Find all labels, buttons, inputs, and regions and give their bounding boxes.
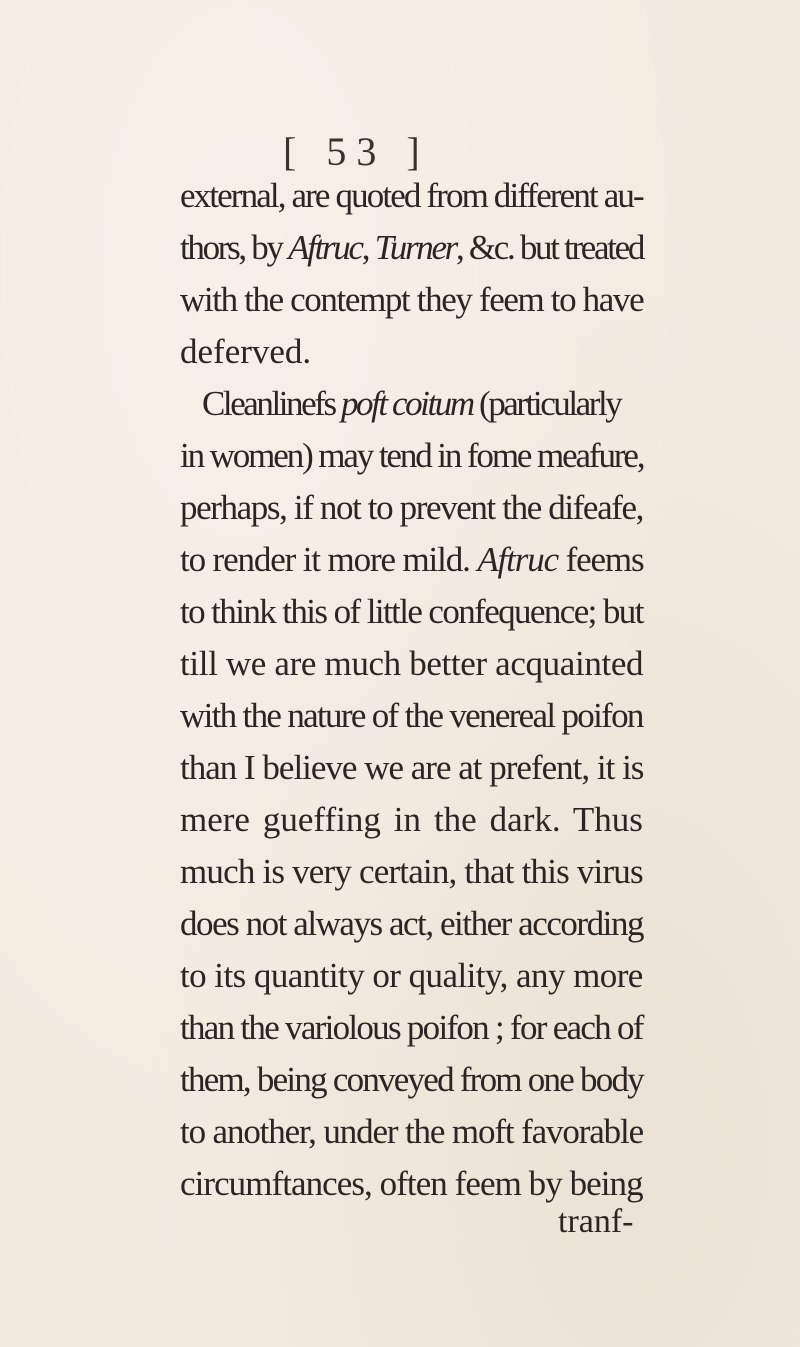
text-line: [180, 800, 643, 840]
text-line: [180, 696, 643, 736]
page-number: [ 53 ]: [283, 129, 430, 174]
text-line: [180, 852, 643, 892]
text-line: [180, 1164, 643, 1204]
italic-text: poft coitum: [340, 384, 473, 423]
text-segment: external, are quoted from different au-: [180, 176, 643, 215]
text-line: [180, 436, 643, 476]
text-line: [180, 904, 643, 944]
text-segment: with the contempt they feem to have: [180, 280, 644, 319]
italic-text: Turner: [374, 228, 456, 267]
text-segment: feems: [557, 540, 644, 579]
text-line: [180, 332, 311, 372]
text-segment: to its quantity or quality, any more: [180, 956, 643, 995]
text-segment: deferved.: [180, 332, 312, 371]
text-segment: thors, by: [180, 228, 289, 267]
text-segment: does not always act, either according: [180, 904, 644, 943]
text-segment: much is very certain, that this virus: [180, 852, 643, 891]
italic-text: Aftruc: [288, 228, 362, 267]
text-line: [180, 956, 643, 996]
text-line: [180, 748, 643, 788]
text-segment: than the variolous poifon ; for each of: [180, 1008, 643, 1047]
text-segment: till we are much better acquainted: [180, 644, 644, 683]
text-line: [180, 592, 643, 632]
text-line: [180, 540, 643, 580]
text-line: [180, 1060, 643, 1100]
text-line: [180, 228, 643, 268]
text-segment: mere gueffing in the dark. Thus: [180, 800, 643, 839]
text-segment: to think this of little confequence; but: [180, 592, 643, 631]
text-line: [180, 1008, 643, 1048]
text-line: [180, 176, 643, 216]
text-segment: them, being conveyed from one body: [180, 1060, 643, 1099]
text-line: [180, 644, 643, 684]
italic-text: Aftruc: [477, 540, 558, 579]
text-line: [202, 384, 620, 424]
catchword: tranf-: [558, 1203, 634, 1240]
text-line: [180, 488, 643, 528]
text-segment: ,: [361, 228, 375, 267]
text-segment: than I believe we are at prefent, it is: [180, 748, 644, 787]
text-segment: Cleanlinefs: [202, 384, 341, 423]
text-segment: with the nature of the venereal poifon: [180, 696, 643, 735]
text-segment: (particularly: [472, 384, 621, 423]
text-line: [180, 1112, 643, 1152]
text-segment: to another, under the moft favorable: [180, 1112, 643, 1151]
text-segment: in women) may tend in fome meafure,: [180, 436, 644, 475]
text-segment: , &c. but treated: [455, 228, 644, 267]
text-segment: perhaps, if not to prevent the difeafe,: [180, 488, 644, 527]
text-segment: circumftances, often feem by being: [180, 1164, 643, 1203]
text-line: [180, 280, 643, 320]
text-segment: to render it more mild.: [180, 540, 478, 579]
